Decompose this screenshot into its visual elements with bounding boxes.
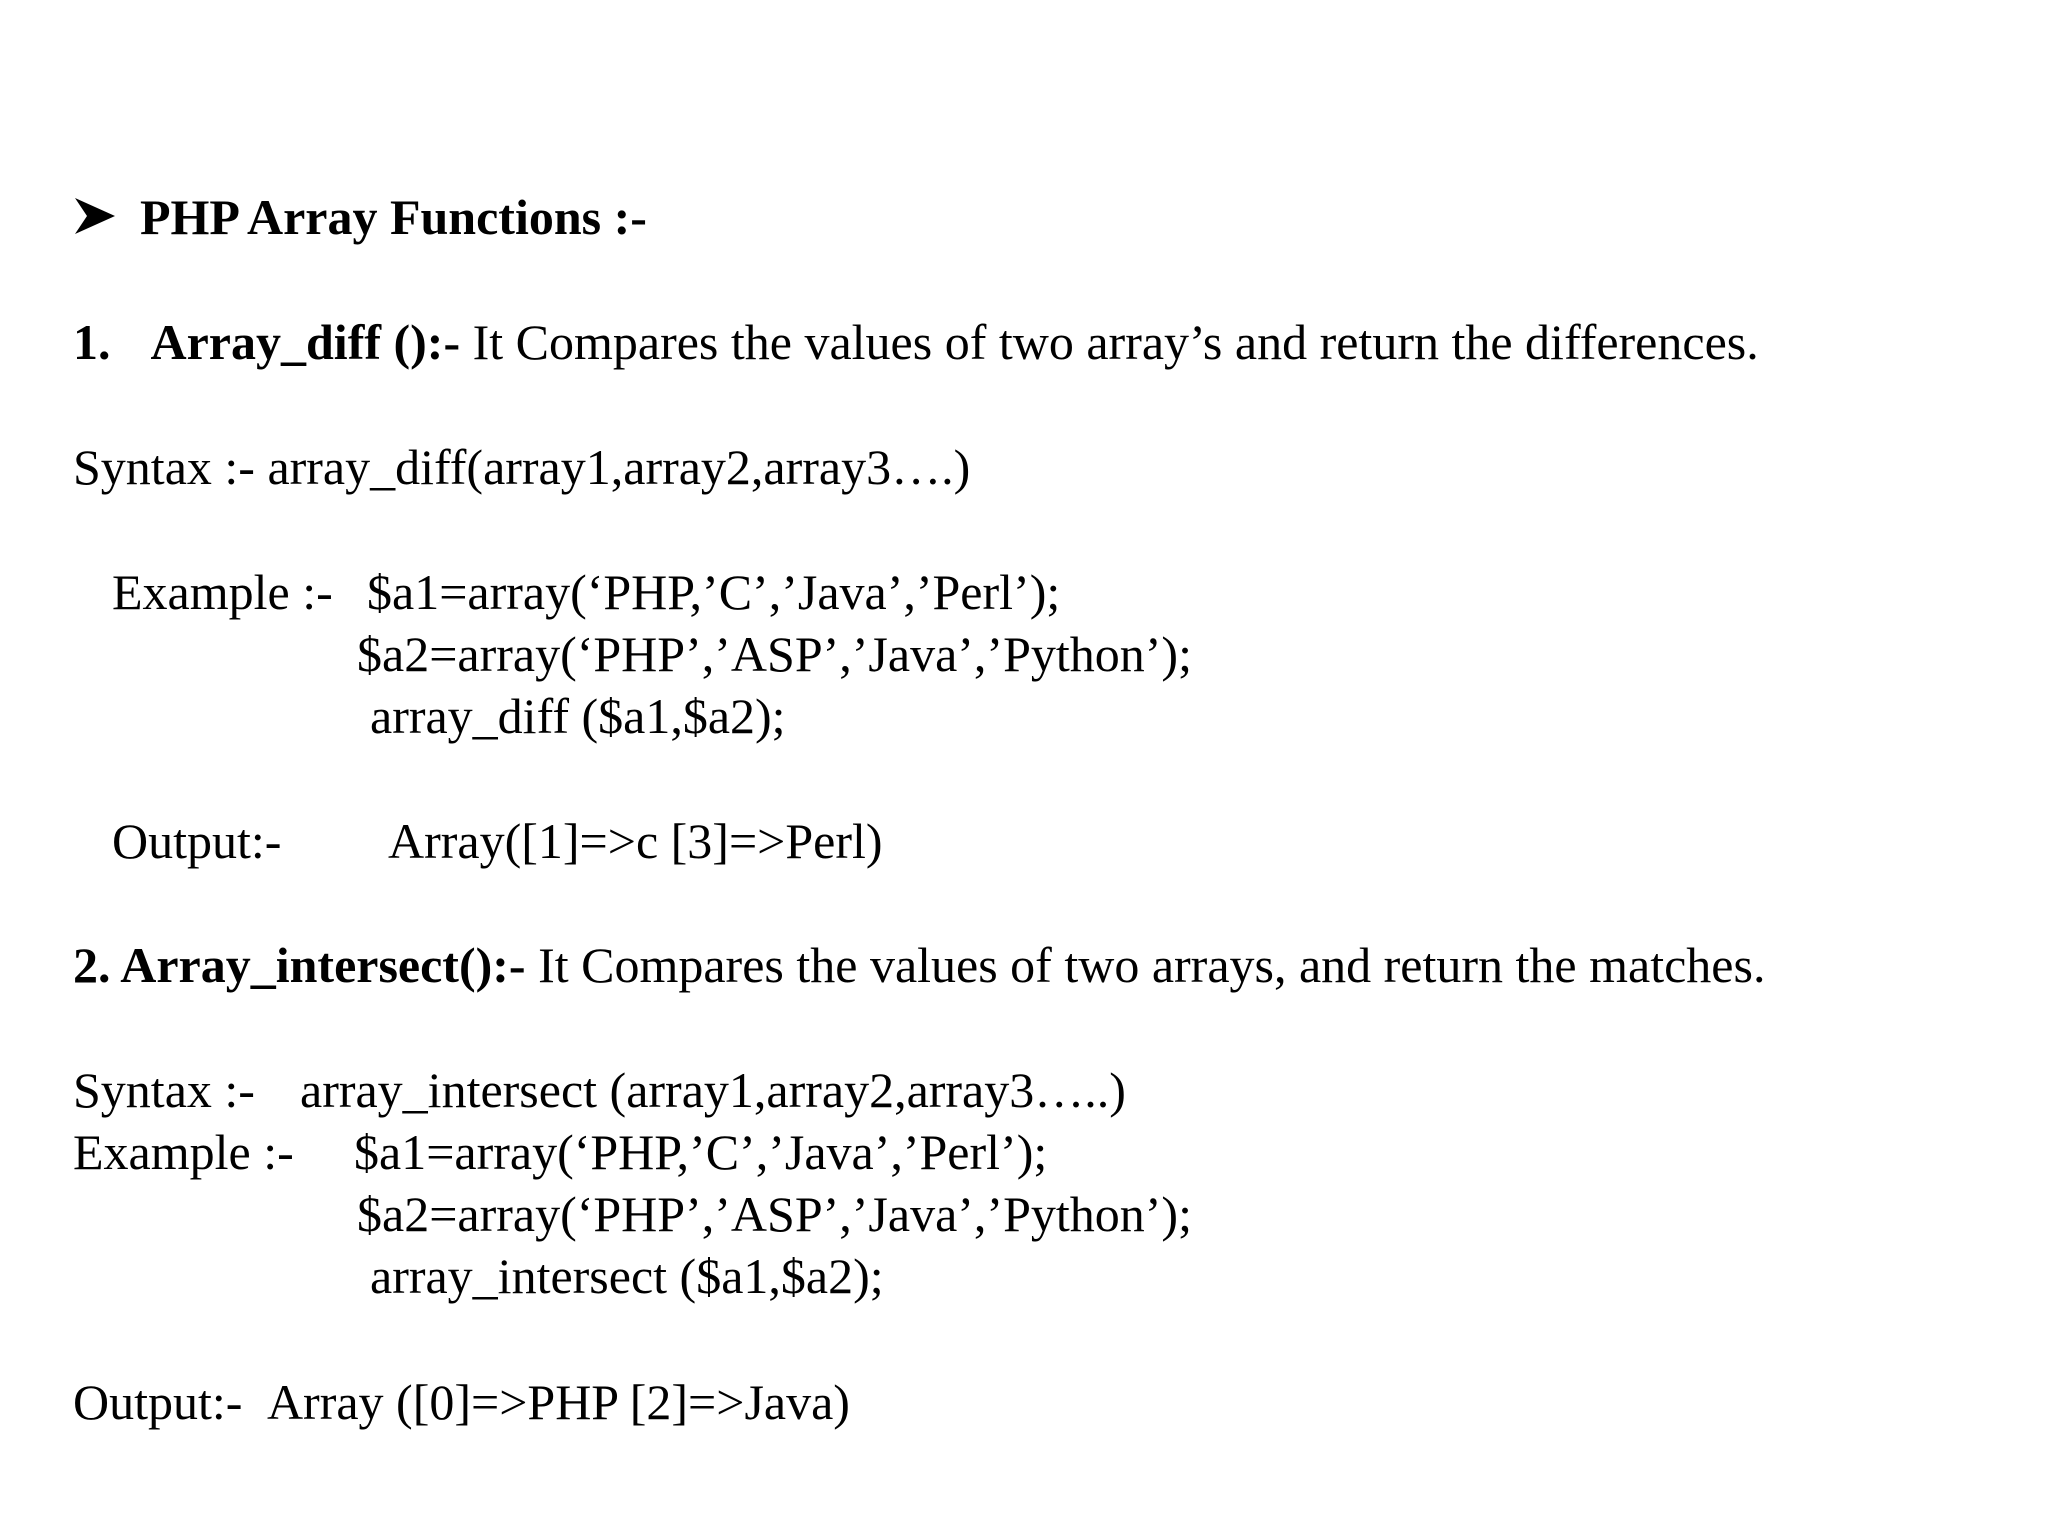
array-diff-syntax	[73, 437, 970, 497]
array-diff-heading	[73, 312, 1759, 372]
array-diff-example-label: Example :-	[112, 564, 346, 620]
array-diff-example-line-2: $a2=array(‘PHP’,’ASP’,’Java’,’Python’);	[357, 626, 1192, 682]
arrow-bullet-icon	[75, 198, 115, 234]
array-intersect-example-line-1: $a1=array(‘PHP,’C’,’Java’,’Perl’);	[354, 1124, 1048, 1180]
array-diff-example-line-1: $a1=array(‘PHP,’C’,’Java’,’Perl’);	[367, 564, 1061, 620]
array-intersect-name: 2. Array_intersect():-	[73, 937, 526, 993]
array-intersect-heading	[73, 935, 1765, 995]
section-heading: PHP Array Functions :-	[140, 189, 647, 245]
array-intersect-description: It Compares the values of two arrays, and return the matches.	[525, 937, 1766, 993]
array-intersect-example-line-3: array_intersect ($a1,$a2);	[370, 1248, 884, 1304]
array-diff-output-text: Array([1]=>c [3]=>Perl)	[388, 813, 883, 869]
array-intersect-output-text: Array ([0]=>PHP [2]=>Java)	[266, 1374, 850, 1430]
array-diff-name: Array_diff ():-	[150, 314, 461, 370]
array-intersect-syntax-text: array_intersect (array1,array2,array3…..)	[300, 1062, 1126, 1118]
array-intersect-output-label: Output:-	[73, 1374, 255, 1430]
array-intersect-output	[73, 1372, 850, 1432]
array-diff-description: It Compares the values of two array’s and return the differences.	[460, 314, 1759, 370]
array-diff-syntax-label: Syntax :-	[73, 439, 268, 495]
array-diff-syntax-text: array_diff(array1,array2,array3….)	[267, 439, 971, 495]
array-intersect-syntax-label: Syntax :-	[73, 1062, 268, 1118]
array-diff-number: 1.	[73, 314, 111, 370]
array-intersect-example-line-2: $a2=array(‘PHP’,’ASP’,’Java’,’Python’);	[357, 1186, 1192, 1242]
array-diff-output-label: Output:-	[112, 813, 282, 869]
array-intersect-example-label: Example :-	[73, 1124, 307, 1180]
array-diff-example-line-3: array_diff ($a1,$a2);	[370, 688, 786, 744]
